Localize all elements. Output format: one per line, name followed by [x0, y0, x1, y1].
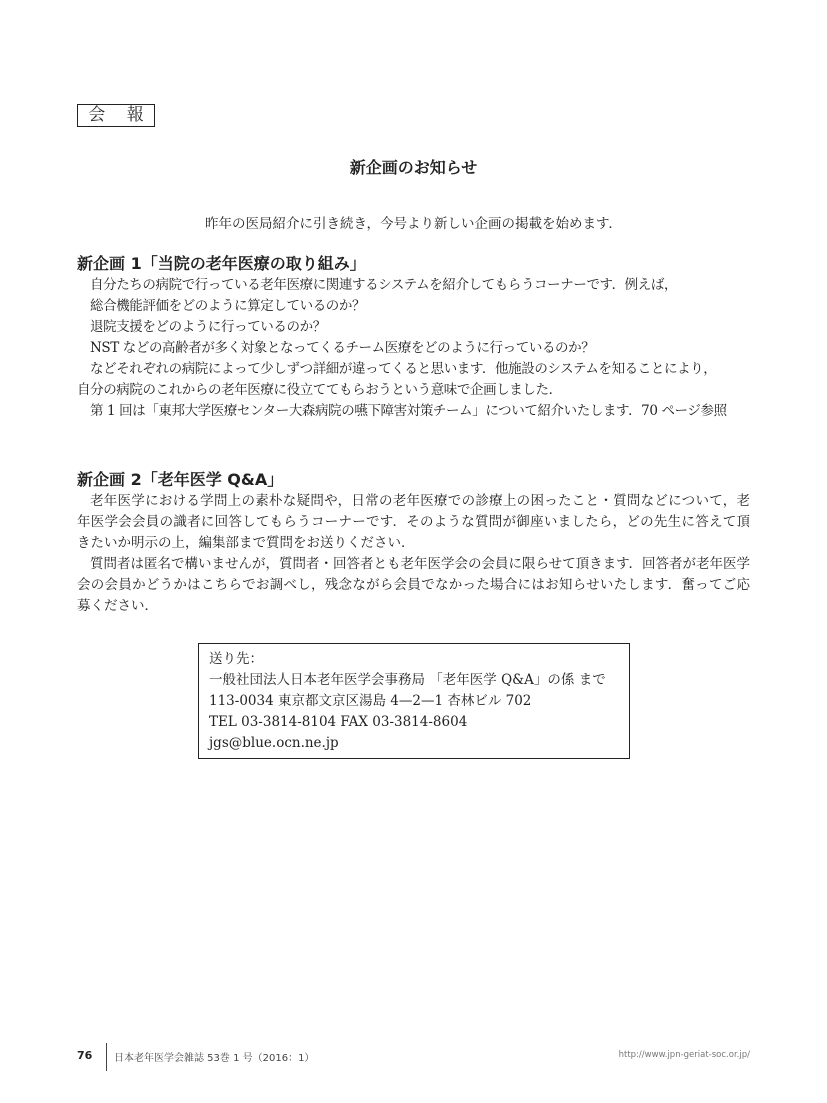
paragraph: 第 1 回は「東邦大学医療センター大森病院の嚥下障害対策チーム」について紹介いたします．70 ページ参照: [90, 403, 727, 419]
page-title: 新企画のお知らせ: [349, 158, 478, 177]
address-label: 送り先：: [209, 651, 263, 667]
address-email[interactable]: jgs@blue.ocn.ne.jp: [209, 735, 339, 751]
paragraph: 退院支援をどのように行っているのか？: [90, 319, 326, 335]
paragraph: 質問者は匿名で構いませんが，質問者・回答者とも老年医学会の会員に限らせて頂きます．回答者が老年医学会の会員かどうかはこちらでお調べし，残念ながら会員でなかった場合にはお知らせいたします．奮ってご応募ください．: [77, 556, 751, 614]
paragraph: 総合機能評価をどのように算定しているのか？: [90, 298, 366, 314]
page-number: 76: [77, 1049, 93, 1062]
paragraph: 自分たちの病院で行っている老年医療に関連するシステムを紹介してもらうコーナーです．例えば，: [90, 277, 678, 293]
footer-url[interactable]: http://www.jpn-geriat-soc.or.jp/: [618, 1050, 750, 1060]
section2-heading: 新企画 2「老年医学 Q&A」: [77, 470, 284, 489]
address-box: [198, 643, 630, 759]
address-postal: 113-0034 東京都文京区湯島 4—2—1 杏林ビル 702: [209, 693, 532, 709]
footer-divider: [106, 1043, 107, 1071]
section2-body: [77, 491, 750, 617]
address-phone: TEL 03-3814-8104 FAX 03-3814-8604: [209, 714, 468, 730]
section1-heading: 新企画 1「当院の老年医療の取り組み」: [77, 254, 366, 273]
section-label: 会 報: [77, 104, 155, 127]
section1-body: [77, 275, 750, 422]
paragraph: などそれぞれの病院によって少しずつ詳細が違ってくると思います．他施設のシステムを知ることにより，: [90, 361, 717, 377]
address-org: 一般社団法人日本老年医学会事務局 「老年医学 Q&A」の係 まで: [209, 672, 606, 688]
paragraph: 自分の病院のこれからの老年医療に役立ててもらおうという意味で企画しました．: [77, 382, 562, 398]
intro-text: 昨年の医局紹介に引き続き，今号より新しい企画の掲載を始めます．: [205, 216, 622, 232]
journal-citation: 日本老年医学会雑誌 53巻 1 号（2016：1）: [114, 1053, 315, 1064]
page-footer: [77, 1043, 750, 1071]
paragraph: 老年医学における学問上の素朴な疑問や，日常の老年医療での診療上の困ったこと・質問などについて，老年医学会会員の識者に回答してもらうコーナーです．そのような質問が御座いましたら，どの先生に答えて頂きたいか明示の上，編集部まで質問をお送りください．: [77, 493, 750, 551]
paragraph: NST などの高齢者が多く対象となってくるチーム医療をどのように行っているのか？: [90, 340, 595, 356]
